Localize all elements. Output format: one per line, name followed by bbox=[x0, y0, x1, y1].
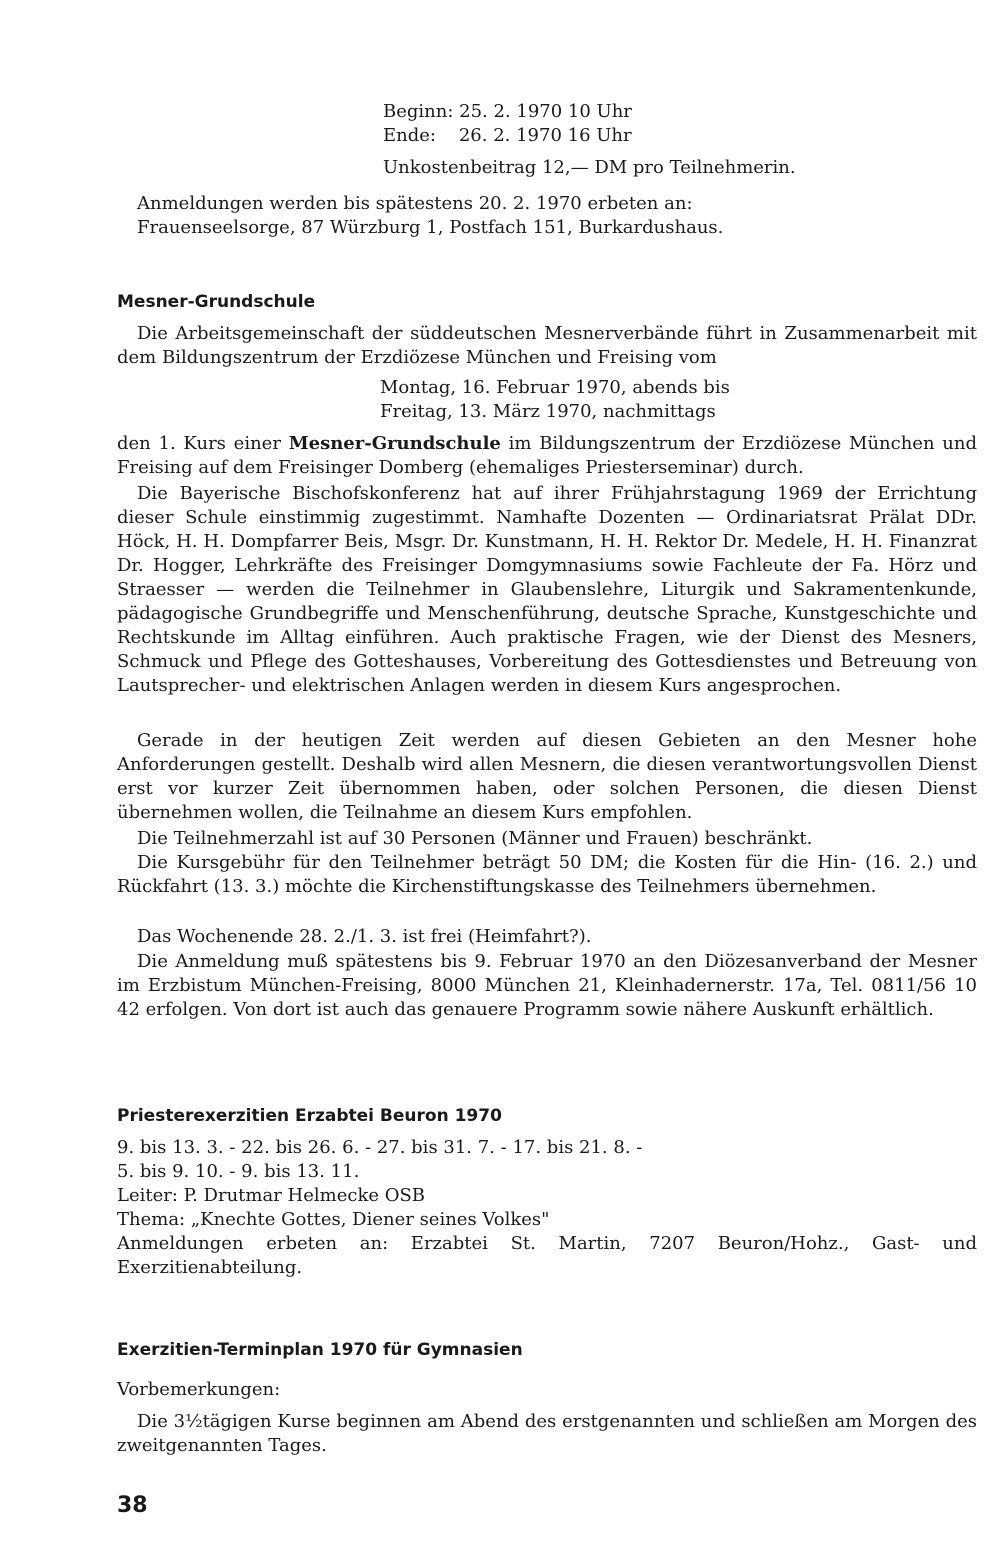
page-number: 38 bbox=[117, 1493, 148, 1518]
mesner-paragraph-5: Die Teilnehmerzahl ist auf 30 Personen (Männer und Frauen) beschränkt. bbox=[137, 828, 813, 849]
vorbemerkungen-label: Vorbemerkungen: bbox=[117, 1379, 281, 1400]
mesner-date-start: Montag, 16. Februar 1970, abends bis bbox=[380, 377, 730, 398]
beuron-anmeldung: Anmeldungen erbeten an: Erzabtei St. Martin, 7207 Beuron/Hohz., Gast- und Exerzitienabteilung. bbox=[117, 1233, 977, 1278]
intro-schedule bbox=[383, 100, 863, 180]
mesner-paragraph-8: Die Anmeldung muß spätestens bis 9. Februar 1970 an den Diözesanverband der Mesner im Erzbistum München-Freising, 8000 München 21, Kleinhadernerstr. 17a, Tel. 0811/56 10 42 erfolgen. Von dort ist auch das genauere Programm sowie nähere Auskunft erhältlich. bbox=[117, 951, 977, 1020]
p2-bold: Mesner-Grundschule bbox=[288, 433, 501, 454]
mesner-paragraph-4: Gerade in der heutigen Zeit werden auf diesen Gebieten an den Mesner hohe Anforderungen gestellt. Deshalb wird allen Mesnern, die diesen verantwortungsvollen Dienst erst vor kurzer Zeit übernommen haben, oder solchen Personen, die diesen Dienst übernehmen wollen, die Teilnahme an diesem Kurs empfohlen. bbox=[117, 730, 977, 823]
mesner-paragraph-1: Die Arbeitsgemeinschaft der süddeutschen Mesnerverbände führt in Zusammenarbeit mit dem Bildungszentrum der Erzdiözese München und Freising vom bbox=[117, 323, 977, 368]
beuron-thema: Thema: „Knechte Gottes, Diener seines Volkes" bbox=[117, 1209, 550, 1230]
intro-anmeldung bbox=[137, 192, 777, 240]
mesner-date-end: Freitag, 13. März 1970, nachmittags bbox=[380, 401, 716, 422]
anmeldung-line-1: Anmeldungen werden bis spätestens 20. 2. 1970 erbeten an: bbox=[137, 193, 693, 214]
beginn-line: Beginn: 25. 2. 1970 10 Uhr bbox=[383, 101, 632, 122]
beuron-details bbox=[117, 1136, 977, 1280]
beuron-dates-1: 9. bis 13. 3. - 22. bis 26. 6. - 27. bis 31. 7. - 17. bis 21. 8. - bbox=[117, 1137, 643, 1158]
gymnasien-heading: Exerzitien-Terminplan 1970 für Gymnasien bbox=[117, 1340, 523, 1360]
ende-line: Ende: 26. 2. 1970 16 Uhr bbox=[383, 125, 632, 146]
mesner-paragraph-2 bbox=[117, 432, 977, 480]
mesner-paragraph-3: Die Bayerische Bischofskonferenz hat auf ihrer Frühjahrstagung 1969 der Errichtung dieser Schule einstimmig zugestimmt. Namhafte Dozenten — Ordinariatsrat Prälat DDr. Höck, H. H. Dompfarrer Beis, Msgr. Dr. Kunstmann, H. H. Rektor Dr. Medele, H. H. Finanzrat Dr. Hogger, Lehrkräfte des Freisinger Domgymnasiums sowie Fachleute der Fa. Hörz und Straesser — werden die Teilnehmer in Glaubenslehre, Liturgik und Sakramentenkunde, pädagogische Grundbegriffe und Menschenführung, deutsche Sprache, Kunstgeschichte und Rechtskunde im Alltag einführen. Auch praktische Fragen, wie der Dienst des Mesners, Schmuck und Pflege des Gotteshauses, Vorbereitung des Gottesdienstes und Betreuung von Lautsprecher- und elektrischen Anlagen werden in diesem Kurs angesprochen. bbox=[117, 483, 977, 696]
beuron-leiter: Leiter: P. Drutmar Helmecke OSB bbox=[117, 1185, 426, 1206]
p2-prefix: den 1. Kurs einer bbox=[117, 433, 289, 454]
unkosten-line: Unkostenbeitrag 12,— DM pro Teilnehmerin. bbox=[383, 157, 796, 178]
anmeldung-line-2: Frauenseelsorge, 87 Würzburg 1, Postfach 151, Burkardushaus. bbox=[137, 217, 724, 238]
beuron-heading: Priesterexerzitien Erzabtei Beuron 1970 bbox=[117, 1106, 502, 1126]
gymnasien-paragraph-1: Die 3½tägigen Kurse beginnen am Abend des erstgenannten und schließen am Morgen des zweitgenannten Tages. bbox=[117, 1411, 977, 1456]
beuron-dates-2: 5. bis 9. 10. - 9. bis 13. 11. bbox=[117, 1161, 360, 1182]
mesner-dates bbox=[380, 376, 800, 424]
mesner-paragraph-7: Das Wochenende 28. 2./1. 3. ist frei (Heimfahrt?). bbox=[137, 926, 592, 947]
gymnasien-body bbox=[117, 1378, 977, 1458]
mesner-paragraph-6: Die Kursgebühr für den Teilnehmer beträgt 50 DM; die Kosten für die Hin- (16. 2.) und Rückfahrt (13. 3.) möchte die Kirchenstiftungskasse des Teilnehmers übernehmen. bbox=[117, 852, 977, 897]
mesner-heading: Mesner-Grundschule bbox=[117, 292, 316, 312]
p2-suffix: im Bildungszentrum der Erzdiözese München und Freising auf dem Freisinger Domberg (ehemaliges Priesterseminar) durch. bbox=[117, 433, 978, 478]
